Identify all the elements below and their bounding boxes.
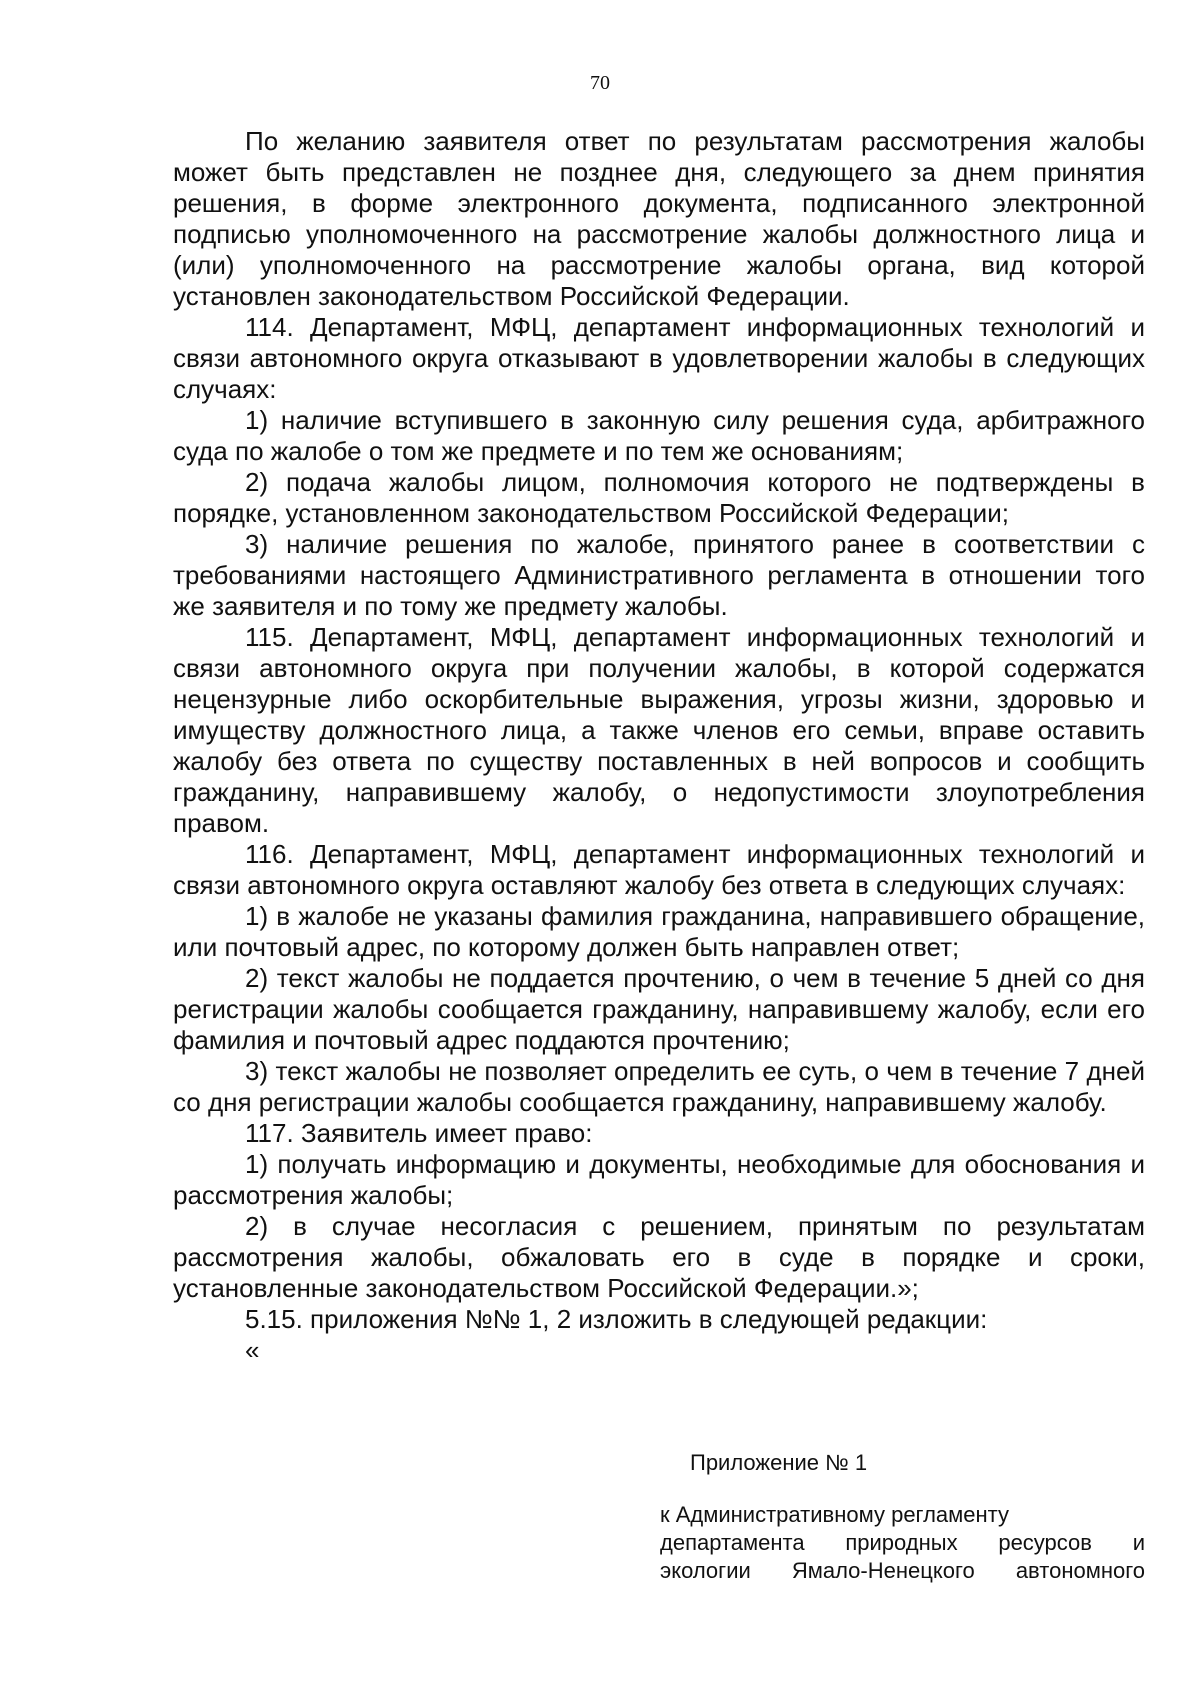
paragraph-117: 117. Заявитель имеет право:: [245, 1118, 593, 1148]
appendix-reference-line: департамента природных ресурсов и: [660, 1530, 1145, 1555]
appendix-title: Приложение № 1: [690, 1450, 868, 1475]
paragraph-114-item-1: 1) наличие вступившего в законную силу решения суда, арбитражного суда по жалобе о том же предмете и по тем же основаниям;: [173, 405, 1145, 466]
paragraph-5-15: 5.15. приложения №№ 1, 2 изложить в следующей редакции:: [245, 1304, 988, 1334]
paragraph-116: 116. Департамент, МФЦ, департамент информационных технологий и связи автономного округа оставляют жалобу без ответа в следующих случаях:: [173, 839, 1145, 900]
paragraph-116-item-1: 1) в жалобе не указаны фамилия гражданина, направившего обращение, или почтовый адрес, по которому должен быть направлен ответ;: [173, 901, 1145, 962]
appendix-reference-line: к Административному регламенту: [660, 1502, 1010, 1527]
paragraph-114-item-3: 3) наличие решения по жалобе, принятого ранее в соответствии с требованиями настоящего Административного регламента в отношении того же заявителя и по тому же предмету жалобы.: [173, 529, 1145, 621]
paragraph-117-item-2: 2) в случае несогласия с решением, принятым по результатам рассмотрения жалобы, обжаловать его в суде в порядке и сроки, установленные законодательством Российской Федерации.»;: [173, 1211, 1145, 1303]
page-number: 70: [590, 72, 610, 94]
paragraph-114-item-2: 2) подача жалобы лицом, полномочия которого не подтверждены в порядке, установленном законодательством Российской Федерации;: [173, 467, 1145, 528]
paragraph-114: 114. Департамент, МФЦ, департамент информационных технологий и связи автономного округа отказывают в удовлетворении жалобы в следующих случаях:: [173, 312, 1145, 404]
paragraph-115: 115. Департамент, МФЦ, департамент информационных технологий и связи автономного округа при получении жалобы, в которой содержатся нецензурные либо оскорбительные выражения, угрозы жизни, здоровью и имуществу должностного лица, а также членов его семьи, вправе оставить жалобу без ответа по существу поставленных в ней вопросов и сообщить гражданину, направившему жалобу, о недопустимости злоупотребления правом.: [173, 622, 1145, 838]
paragraph-116-item-2: 2) текст жалобы не поддается прочтению, о чем в течение 5 дней со дня регистрации жалобы сообщается гражданину, направившему жалобу, если его фамилия и почтовый адрес поддаются прочтению;: [173, 963, 1145, 1055]
paragraph-116-item-3: 3) текст жалобы не позволяет определить ее суть, о чем в течение 7 дней со дня регистрации жалобы сообщается гражданину, направившему жалобу.: [173, 1056, 1145, 1117]
document-body: [173, 126, 1145, 1366]
opening-quote-mark: «: [245, 1335, 260, 1365]
paragraph-117-item-1: 1) получать информацию и документы, необходимые для обоснования и рассмотрения жалобы;: [173, 1149, 1145, 1210]
appendix-reference: [660, 1501, 1145, 1585]
paragraph-response-form: По желанию заявителя ответ по результатам рассмотрения жалобы может быть представлен не позднее дня, следующего за днем принятия решения, в форме электронного документа, подписанного электронной подписью уполномоченного на рассмотрение жалобы должностного лица и (или) уполномоченного на рассмотрение жалобы органа, вид которой установлен законодательством Российской Федерации.: [173, 126, 1145, 311]
appendix-reference-line: экологии Ямало-Ненецкого автономного: [660, 1558, 1145, 1583]
